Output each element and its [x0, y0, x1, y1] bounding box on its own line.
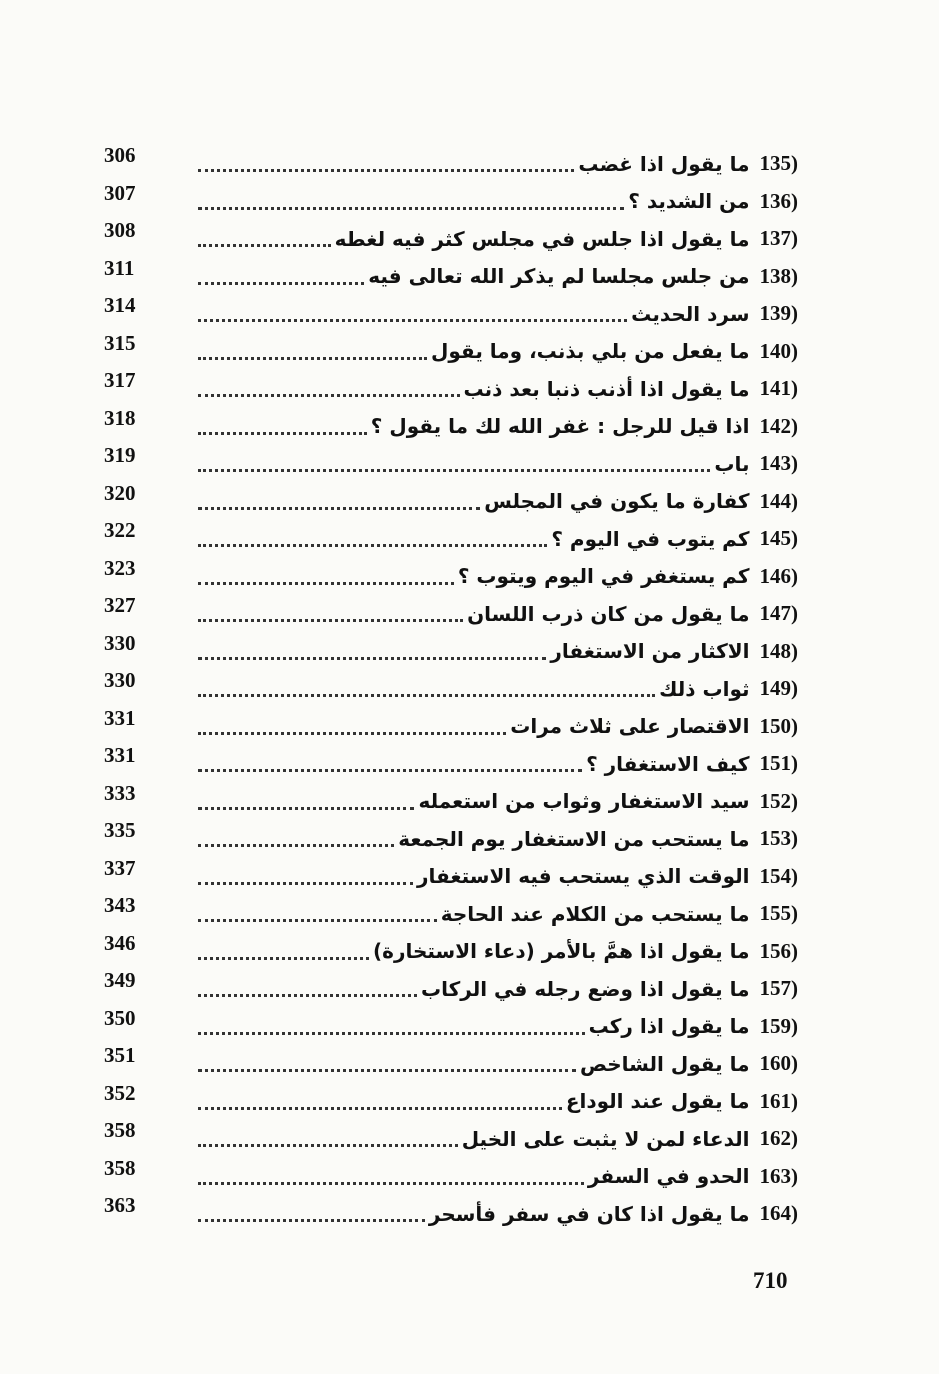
toc-entry: [194, 976, 798, 1001]
toc-entry: [194, 714, 798, 739]
toc-page-number: 308: [104, 218, 136, 243]
toc-row: [98, 780, 798, 821]
toc-entry-title: الاقتصار على ثلاث مرات: [510, 714, 750, 739]
toc-entry-number: 162): [759, 1126, 798, 1151]
toc-row: [98, 855, 798, 896]
toc-entry-title: سيد الاستغفار وثواب من استعمله: [418, 789, 750, 814]
toc-entry: [194, 751, 798, 776]
toc-entry-title: ما يستحب من الكلام عند الحاجة: [440, 901, 750, 926]
dot-leader: [198, 1182, 584, 1185]
dot-leader: [198, 769, 582, 772]
dot-leader: [198, 732, 506, 735]
dot-leader: [198, 319, 627, 322]
toc-entry-number: 152): [759, 788, 798, 813]
toc-entry: [194, 489, 798, 514]
toc-entry-number: 156): [759, 938, 798, 963]
toc-entry: [194, 789, 798, 814]
toc-page-number: 314: [104, 293, 136, 318]
toc-entry-number: 140): [759, 338, 798, 363]
toc-entry-number: 149): [759, 676, 798, 701]
toc-page-number: 358: [104, 1155, 136, 1180]
toc-entry: [194, 526, 798, 551]
toc-entry: [194, 301, 798, 326]
toc-row: [98, 295, 798, 333]
toc-entry: [194, 1089, 798, 1114]
dot-leader: [198, 432, 367, 435]
toc-entry-number: 161): [759, 1088, 798, 1113]
toc-entry: [194, 676, 798, 701]
toc-page-number: 358: [104, 1118, 136, 1143]
toc-entry-number: 147): [759, 601, 798, 626]
toc-row: [98, 1120, 798, 1158]
toc-entry-title: ما يقول اذا كان في سفر فأسحر: [428, 1201, 750, 1226]
dot-leader: [198, 619, 463, 622]
toc-row: [98, 255, 798, 296]
toc-row: [98, 180, 798, 221]
toc-row: [98, 670, 798, 708]
toc-page-number: 349: [104, 968, 136, 993]
page-number: 710: [753, 1268, 788, 1293]
toc-entry: [194, 864, 798, 889]
toc-entry-number: 159): [759, 1013, 798, 1038]
toc-row: [98, 630, 798, 671]
toc-page-number: 337: [104, 855, 136, 880]
toc-entry-title: كفارة ما يكون في المجلس: [484, 489, 750, 514]
toc-entry: [194, 1014, 798, 1039]
toc-row: [98, 405, 798, 446]
toc-page-number: 346: [104, 930, 136, 955]
toc-entry: [194, 601, 798, 626]
toc-row: [98, 820, 798, 858]
toc-entry: [194, 826, 798, 851]
toc-entry-number: 136): [759, 188, 798, 213]
toc-entry: [194, 1164, 798, 1189]
dot-leader: [198, 1219, 425, 1222]
toc-row: [98, 1155, 798, 1196]
toc-entry: [194, 414, 798, 439]
toc-entry-title: اذا قيل للرجل : غفر الله لك ما يقول ؟: [370, 414, 750, 439]
toc-entry-title: من جلس مجلسا لم يذكر الله تعالى فيه: [368, 264, 750, 289]
dot-leader: [198, 394, 460, 397]
dot-leader: [198, 282, 364, 285]
toc-page-number: 311: [104, 255, 135, 280]
toc-row: [98, 480, 798, 521]
toc-entry-number: 137): [759, 226, 798, 251]
toc-entry: [194, 339, 798, 364]
toc-entry: [194, 639, 798, 664]
toc-entry-title: سرد الحديث: [631, 301, 750, 326]
toc-entry: [194, 151, 798, 176]
toc-entry-number: 148): [759, 638, 798, 663]
toc-entry-number: 160): [759, 1051, 798, 1076]
toc-entry: [194, 1201, 798, 1226]
toc-page-number: 331: [104, 705, 136, 730]
toc-page-number: 330: [104, 668, 136, 693]
toc-page-number: 335: [104, 818, 136, 843]
dot-leader: [198, 544, 547, 547]
toc-entry-title: الوقت الذي يستحب فيه الاستغفار: [416, 864, 750, 889]
toc-page-number: 318: [104, 405, 136, 430]
toc-entry-number: 163): [759, 1163, 798, 1188]
dot-leader: [198, 357, 427, 360]
toc-entry-number: 146): [759, 563, 798, 588]
toc-row: [98, 1005, 798, 1046]
toc-row: [98, 220, 798, 258]
toc-entry-title: ثواب ذلك: [659, 676, 750, 701]
toc-entry-title: كم يستغفر في اليوم ويتوب ؟: [457, 564, 750, 589]
dot-leader: [198, 169, 574, 172]
dot-leader: [198, 957, 369, 960]
toc-entry-number: 164): [759, 1201, 798, 1226]
toc-entry-number: 143): [759, 451, 798, 476]
toc-page-number: 315: [104, 330, 136, 355]
toc-page-number: 350: [104, 1005, 136, 1030]
toc-entry: [194, 564, 798, 589]
toc-page-number: 330: [104, 630, 136, 655]
toc-entry-title: باب: [714, 451, 750, 476]
dot-leader: [198, 657, 546, 660]
dot-leader: [198, 507, 480, 510]
dot-leader: [198, 882, 413, 885]
toc-entry-title: ما يقول اذا أذنب ذنبا بعد ذنب: [463, 376, 750, 401]
toc-row: [98, 595, 798, 633]
toc-entry-number: 139): [759, 301, 798, 326]
toc-row: [98, 555, 798, 596]
toc-entry-title: ما يقول اذا همَّ بالأمر (دعاء الاستخارة): [373, 939, 750, 964]
toc-row: [98, 970, 798, 1008]
dot-leader: [198, 244, 331, 247]
toc-entry-title: ما يقول اذا وضع رجله في الركاب: [421, 976, 750, 1001]
toc-row: [98, 1045, 798, 1083]
toc-page-number: 323: [104, 555, 136, 580]
toc-row: [98, 895, 798, 933]
toc-entry-title: كم يتوب في اليوم ؟: [551, 526, 750, 551]
toc-row: [98, 445, 798, 483]
toc-entry-title: ما يقول اذا جلس في مجلس كثر فيه لغطه: [334, 226, 750, 251]
toc-entry-title: ما يقول اذا ركب: [588, 1014, 750, 1039]
toc-row: [98, 705, 798, 746]
dot-leader: [198, 1107, 562, 1110]
dot-leader: [198, 1032, 585, 1035]
toc-row: [98, 330, 798, 371]
toc-entry-number: 141): [759, 376, 798, 401]
toc-row: [98, 370, 798, 408]
toc-entry-number: 138): [759, 263, 798, 288]
toc-entry-number: 153): [759, 826, 798, 851]
toc-page-number: 319: [104, 443, 136, 468]
dot-leader: [198, 582, 454, 585]
toc-entry-number: 144): [759, 488, 798, 513]
toc-row: [98, 745, 798, 783]
toc-page-number: 327: [104, 593, 136, 618]
toc-page-number: 317: [104, 368, 136, 393]
toc-page-number: 306: [104, 143, 136, 168]
toc-entry-title: ما يقول الشاخص: [579, 1051, 750, 1076]
dot-leader: [198, 1069, 576, 1072]
toc-entry-number: 135): [759, 151, 798, 176]
toc-entry-number: 145): [759, 526, 798, 551]
toc-entry-title: ما يقول من كان ذرب اللسان: [467, 601, 750, 626]
toc-entry-number: 151): [759, 751, 798, 776]
toc-page-number: 320: [104, 480, 136, 505]
toc-entry: [194, 451, 798, 476]
toc-entry-title: كيف الاستغفار ؟: [586, 751, 750, 776]
dot-leader: [198, 919, 437, 922]
toc-row: [98, 145, 798, 183]
toc-entry: [194, 189, 798, 214]
dot-leader: [198, 994, 417, 997]
toc-entry: [194, 1051, 798, 1076]
toc-entry: [194, 901, 798, 926]
toc-row: [98, 1080, 798, 1121]
toc-entry-title: ما يستحب من الاستغفار يوم الجمعة: [398, 826, 750, 851]
table-of-contents: [98, 145, 798, 1233]
toc-entry-number: 142): [759, 413, 798, 438]
toc-entry: [194, 226, 798, 251]
toc-entry-number: 154): [759, 863, 798, 888]
toc-entry-number: 150): [759, 713, 798, 738]
toc-entry-title: من الشديد ؟: [628, 189, 750, 214]
dot-leader: [198, 1144, 458, 1147]
toc-entry-number: 155): [759, 901, 798, 926]
toc-entry-title: الحدو في السفر: [587, 1164, 750, 1189]
dot-leader: [198, 844, 394, 847]
toc-page-number: 351: [104, 1043, 136, 1068]
toc-page-number: 322: [104, 518, 136, 543]
toc-page-number: 307: [104, 180, 136, 205]
toc-entry: [194, 264, 798, 289]
dot-leader: [198, 207, 624, 210]
toc-page-number: 352: [104, 1080, 136, 1105]
toc-page-number: 331: [104, 743, 136, 768]
toc-entry: [194, 939, 798, 964]
toc-page-number: 333: [104, 780, 136, 805]
toc-entry-number: 157): [759, 976, 798, 1001]
toc-entry-title: الدعاء لمن لا يثبت على الخيل: [461, 1126, 750, 1151]
dot-leader: [198, 807, 414, 810]
toc-entry: [194, 1126, 798, 1151]
toc-page-number: 363: [104, 1193, 136, 1218]
toc-row: [98, 1195, 798, 1233]
toc-page-number: 343: [104, 893, 136, 918]
toc-row: [98, 930, 798, 971]
toc-entry-title: ما يقول عند الوداع: [565, 1089, 750, 1114]
toc-entry-title: الاكثار من الاستغفار: [550, 639, 750, 664]
dot-leader: [198, 469, 710, 472]
toc-entry-title: ما يفعل من بلي بذنب، وما يقول: [431, 339, 750, 364]
toc-row: [98, 520, 798, 558]
dot-leader: [198, 694, 655, 697]
toc-entry-title: ما يقول اذا غضب: [578, 151, 750, 176]
toc-entry: [194, 376, 798, 401]
